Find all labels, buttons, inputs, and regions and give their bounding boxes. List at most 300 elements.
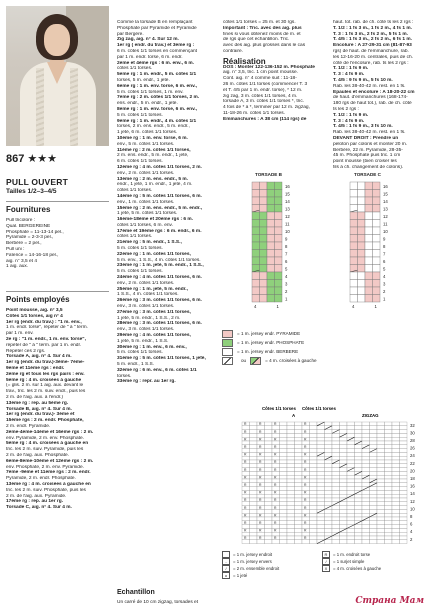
text-line: Torsade B, aig. n° 4. Sur 4 m. xyxy=(6,406,72,412)
chart-cell xyxy=(400,490,408,494)
text-line: Important : Tric. avec des aig. plus xyxy=(223,25,302,31)
row-label: 8 xyxy=(410,514,413,519)
chart-cell xyxy=(347,475,355,479)
chart-cell xyxy=(325,475,333,479)
chart-cell xyxy=(310,475,318,479)
chart-cell xyxy=(340,441,348,445)
chart-cell xyxy=(332,540,340,544)
text-line: 2e rg : "1 m. endr., 1 m. env. torse", xyxy=(6,336,86,342)
text-line: aig. n° 3,5 et 4 xyxy=(6,258,37,264)
chart-cell xyxy=(355,483,363,487)
chart-cell xyxy=(377,528,385,532)
chart-cell xyxy=(295,430,303,434)
text-line: Côtes 1/1 torses, aig n° 4 xyxy=(6,313,63,319)
chart-cell xyxy=(400,483,408,487)
legend-row xyxy=(222,565,427,572)
chart-cell xyxy=(385,441,393,445)
chart-cell xyxy=(340,437,348,441)
chart-cell xyxy=(295,468,303,472)
chart-cell xyxy=(295,509,303,513)
model-photo xyxy=(6,6,109,146)
chart-cell xyxy=(280,433,288,437)
chart-cell xyxy=(358,295,366,303)
chart-cell xyxy=(370,528,378,532)
text-line: Berbère = 2 pel., xyxy=(6,241,42,247)
chart-cell xyxy=(400,437,408,441)
chart-cell xyxy=(362,468,370,472)
text-line: 28ème rg : 3 m. côtes 1/1 torses, 6 m. xyxy=(117,321,202,327)
chart-cell xyxy=(355,449,363,453)
text-line: aig. n° 3,5, tric. 1 cm point mousse. xyxy=(223,70,298,76)
chart-cell xyxy=(400,422,408,426)
chart-cell xyxy=(385,468,393,472)
chart-cell xyxy=(275,212,283,220)
chart-cell xyxy=(373,235,381,243)
chart-cell xyxy=(275,205,283,213)
chart-cell xyxy=(325,532,333,536)
chart-cell xyxy=(370,426,378,430)
chart-cell xyxy=(347,502,355,506)
chart-cell xyxy=(400,509,408,513)
chart-cell xyxy=(295,452,303,456)
chart-cell xyxy=(377,513,385,517)
row-label: 2 xyxy=(383,289,386,294)
stitch-symbol: R xyxy=(274,467,277,472)
chart-cell xyxy=(265,468,273,472)
stitch-symbol: R xyxy=(244,521,247,525)
chart-cell xyxy=(250,490,258,494)
chart-cell xyxy=(340,460,348,464)
stitch-symbol: R xyxy=(259,521,262,525)
row-label: 28 xyxy=(410,438,415,443)
chart-cell xyxy=(392,468,400,472)
torsade-c-title: TORSADE C xyxy=(354,172,381,177)
chart-cell xyxy=(362,433,370,437)
text-line: 1 jeté, 5 m. endr., 1 S.S., 2 m. xyxy=(117,315,181,321)
text-line: 27ème rg : 3 m. côtes 1/1 torses, xyxy=(117,309,191,315)
chart-cell xyxy=(358,265,366,273)
chart-cell xyxy=(365,182,373,190)
chart-cell xyxy=(287,521,295,525)
chart-cell xyxy=(400,460,408,464)
chart-cell xyxy=(347,513,355,517)
chart-cell xyxy=(287,494,295,498)
text-line: 9ème et 11ème rgs : endr. xyxy=(6,365,65,371)
chart-cell xyxy=(340,532,348,536)
chart-cell xyxy=(275,265,283,273)
text-line: Phosphate par Pyramide et Pyramide xyxy=(117,25,197,31)
chart-cell xyxy=(340,430,348,434)
text-line: 5ème rg : 4 m. croisées à gauche xyxy=(6,377,82,383)
text-line: 13ème rg : 2 m. ens. endr., 5 m. xyxy=(117,176,188,182)
chart-cell xyxy=(365,265,373,273)
chart-cell xyxy=(252,242,260,250)
text-line: T. 3 : 1 fs 3 m., 2 fs 2 m., 5 fs 1 m. xyxy=(333,31,408,37)
chart-cell xyxy=(275,182,283,190)
row-label: 4 xyxy=(383,274,386,279)
chart-cell xyxy=(392,475,400,479)
text-line: côtes 1/1 torses = 25 m. et 30 rgs. xyxy=(223,20,296,25)
chart-cell xyxy=(295,502,303,506)
chart-cell xyxy=(275,197,283,205)
chart-cell xyxy=(362,498,370,502)
chart-cell xyxy=(295,475,303,479)
chart-cell xyxy=(347,532,355,536)
chart-cell xyxy=(392,471,400,475)
chart-cell xyxy=(250,445,258,449)
chart-cell xyxy=(310,506,318,510)
row-label: 8 xyxy=(285,244,288,249)
chart-cell xyxy=(317,445,325,449)
chart-cell xyxy=(362,426,370,430)
chart-cell xyxy=(317,525,325,529)
text-line: 5ème rg : 1 m. endr., 5 m. côtes 1/1 xyxy=(117,72,197,78)
chart-cell xyxy=(392,498,400,502)
chart-cell xyxy=(400,433,408,437)
chart-cell xyxy=(350,287,358,295)
chart-cell xyxy=(347,483,355,487)
chart-cell xyxy=(325,502,333,506)
chart-cell xyxy=(392,494,400,498)
text-line: 11-18-26 m. côtes 1/1 torses. xyxy=(223,110,286,116)
chart-cell xyxy=(265,532,273,536)
chart-cell xyxy=(265,483,273,487)
text-line: 5ème rg : 4 m. croisées à gauche en xyxy=(6,441,89,447)
chart-cell xyxy=(265,528,273,532)
legend-item xyxy=(222,347,332,356)
chart-cell xyxy=(365,227,373,235)
chart-cell xyxy=(362,471,370,475)
chart-cell xyxy=(280,506,288,510)
chart-cell xyxy=(287,426,295,430)
stitch-symbol-icon: o xyxy=(222,572,230,579)
chart-cell xyxy=(362,452,370,456)
chart-cell xyxy=(280,456,288,460)
stitch-symbol: R xyxy=(259,536,262,541)
chart-cell xyxy=(250,422,258,426)
points-text xyxy=(6,308,109,511)
chart-cell xyxy=(362,464,370,468)
text-line: 22ème rg : 1 m. côtes 1/1 torses, xyxy=(117,251,191,257)
chart-cell xyxy=(365,212,373,220)
chart-cell xyxy=(392,430,400,434)
chart-cell xyxy=(250,513,258,517)
chart-cell xyxy=(267,265,275,273)
chart-cell xyxy=(385,506,393,510)
chart-cell xyxy=(275,257,283,265)
text-line: de haut. d'emmanchures (168-174- xyxy=(333,95,408,101)
chart-cell xyxy=(332,449,340,453)
chart-cell xyxy=(355,536,363,540)
row-label: 12 xyxy=(285,214,290,219)
chart-cell xyxy=(355,487,363,491)
stitch-symbol: R xyxy=(274,490,277,495)
chart-cell xyxy=(280,479,288,483)
legend-row xyxy=(222,572,427,579)
chart-cell xyxy=(265,464,273,468)
text-line: Berbère, 22 m. Pyramide, 28-35- xyxy=(333,147,403,153)
chart-cell xyxy=(362,521,370,525)
instructions-column-2 xyxy=(117,20,219,385)
legend-item xyxy=(322,551,422,558)
row-label: 30 xyxy=(410,430,415,436)
stitch-symbol: R xyxy=(244,475,247,480)
chart-cell xyxy=(385,445,393,449)
text-line: par 1 m. env. xyxy=(6,331,34,337)
chart-cell xyxy=(385,460,393,464)
chart-cell xyxy=(392,422,400,426)
chart-cell xyxy=(400,536,408,540)
chart-cell xyxy=(265,479,273,483)
chart-cell xyxy=(400,430,408,434)
chart-cell xyxy=(260,197,268,205)
text-line: (= glis. 2 m. sur 1 aig. aux. devant le xyxy=(6,383,84,389)
chart-cell xyxy=(332,426,340,430)
row-label: 2 xyxy=(285,289,288,294)
chart-cell xyxy=(355,479,363,483)
chart-cell xyxy=(325,498,333,502)
chart-cell xyxy=(325,513,333,517)
chart-cell xyxy=(252,280,260,288)
chart-cell xyxy=(280,517,288,521)
chart-cell xyxy=(317,456,325,460)
chart-cell xyxy=(280,441,288,445)
chart-cell xyxy=(385,494,393,498)
chart-cell xyxy=(275,280,283,288)
text-line: ens. endr., 5 m. endr., 1 jeté. xyxy=(117,101,178,107)
chart-cell xyxy=(310,437,318,441)
stitch-symbol: R xyxy=(244,460,247,465)
chart-cell xyxy=(373,287,381,295)
stitch-symbol: R xyxy=(274,452,277,457)
chart-cell xyxy=(392,490,400,494)
text-line: Rab. les 38-40-42 m. rest. en 1 fs. xyxy=(333,130,406,136)
chart-cell xyxy=(340,452,348,456)
chart-cell xyxy=(267,227,275,235)
stitch-symbol: R xyxy=(244,445,247,449)
chart-cell xyxy=(385,437,393,441)
chart-cell xyxy=(365,287,373,295)
chart-cell xyxy=(370,456,378,460)
stitch-symbol: R xyxy=(304,521,307,525)
chart-cell xyxy=(385,528,393,532)
chart-cell xyxy=(265,475,273,479)
chart-cell xyxy=(350,250,358,258)
chart-cell xyxy=(317,483,325,487)
text-line: Torsade A, aig. n° 4. Sur 4 m. xyxy=(6,354,72,360)
text-line: DOS : Monter 122-136-152 m. Phosphate xyxy=(223,64,315,70)
row-label: 6 xyxy=(285,259,288,264)
pattern-sizes: Tailles 1/2–3–4/5 xyxy=(6,188,57,195)
col-label: 4 xyxy=(352,304,355,309)
row-label: 16 xyxy=(410,483,415,489)
chart-cell xyxy=(265,430,273,434)
chart-cell xyxy=(340,487,348,491)
chart-cell xyxy=(295,494,303,498)
chart-cell xyxy=(373,257,381,265)
chart-cell xyxy=(392,433,400,437)
text-line: env., 1 m. côtes 1/1 torses. xyxy=(117,199,175,205)
chart-cell xyxy=(358,220,366,228)
legend-item xyxy=(222,329,332,338)
chart-cell xyxy=(365,250,373,258)
chart-cell xyxy=(287,498,295,502)
chart-cell xyxy=(373,220,381,228)
chart-cell xyxy=(325,460,333,464)
text-line: par Bergère. xyxy=(117,31,144,37)
stitch-symbol: R xyxy=(244,483,247,487)
chart-cell xyxy=(350,272,358,280)
chart-cell xyxy=(370,471,378,475)
chart-cell xyxy=(340,513,348,517)
chart-cell xyxy=(400,487,408,491)
chart-cell xyxy=(310,422,318,426)
stitch-symbol: R xyxy=(274,521,277,525)
stitch-symbol: R xyxy=(304,528,307,533)
chart-cell xyxy=(287,502,295,506)
text-line: côtes 1/1 torses. xyxy=(117,234,153,240)
chart-cell xyxy=(392,449,400,453)
chart-cell xyxy=(370,509,378,513)
text-line: côtes 1/1 torses. xyxy=(117,188,153,194)
legend-label: = 1 m. jersey endroit xyxy=(233,552,273,557)
chart-cell xyxy=(250,468,258,472)
text-line: Pyramide = 2-3-3 pel., xyxy=(6,235,54,241)
chart-cell xyxy=(287,441,295,445)
chart-cell xyxy=(377,536,385,540)
chart-cell xyxy=(340,517,348,521)
chart-cell xyxy=(377,517,385,521)
chart-cell xyxy=(340,475,348,479)
chart-cell xyxy=(317,441,325,445)
stitch-symbol: R xyxy=(304,513,307,518)
stitch-symbol: R xyxy=(304,490,307,495)
text-line: Pull uni : xyxy=(6,246,25,252)
legend-label: = 1 m. endroit torse xyxy=(333,552,371,557)
stitch-symbol: R xyxy=(274,460,277,465)
row-label: 32 xyxy=(410,422,415,428)
stitch-symbol: R xyxy=(244,467,247,472)
row-label: 10 xyxy=(383,229,388,234)
chart-cell xyxy=(267,190,275,198)
chart-cell xyxy=(347,426,355,430)
chart-cell xyxy=(370,536,378,540)
text-line: torses. xyxy=(117,373,132,379)
chart-cell xyxy=(355,452,363,456)
text-line: et T. 4/5 par 1 m. endr. torse), * 12 m. xyxy=(223,87,303,93)
chart-cell xyxy=(355,460,363,464)
chart-cell xyxy=(355,532,363,536)
stitch-symbol: R xyxy=(259,490,262,495)
chart-cell xyxy=(250,479,258,483)
chart-cell xyxy=(377,452,385,456)
torsade-b-title: TORSADE B xyxy=(255,172,282,177)
text-line: 1er rg (endr. du trav.)- 3ème et xyxy=(6,412,75,418)
chart-cell xyxy=(385,483,393,487)
text-line: env., 5 m. côtes 1/1 torses. xyxy=(117,141,175,147)
stitch-symbol: R xyxy=(274,483,277,487)
chart-cell xyxy=(392,437,400,441)
zigzag-legend xyxy=(222,551,427,579)
chart-cell xyxy=(358,227,366,235)
chart-cell xyxy=(265,506,273,510)
text-line: 15ème rg : 2 m. ens. endr., 5 m. endr., xyxy=(117,205,203,211)
text-line: 8ème rg : 1 m. env. torse, 6 m. env., xyxy=(117,106,198,112)
stitch-symbol: R xyxy=(274,536,277,541)
legend-label: = 4 m. croisées à gauche xyxy=(265,358,317,363)
chart-cell xyxy=(317,471,325,475)
chart-cell xyxy=(385,490,393,494)
chart-cell xyxy=(400,525,408,529)
chart-cell xyxy=(265,422,273,426)
row-label: 4 xyxy=(285,274,288,279)
row-label: 4 xyxy=(410,529,413,535)
chart-cell xyxy=(287,452,295,456)
chart-cell xyxy=(347,517,355,521)
stitch-symbol-icon: / xyxy=(322,558,330,565)
chart-cell xyxy=(377,468,385,472)
chart-cell xyxy=(310,468,318,472)
chart-cell xyxy=(355,517,363,521)
chart-cell xyxy=(295,506,303,510)
instructions-column-3 xyxy=(223,20,324,123)
chart-cell xyxy=(332,468,340,472)
legend-label: = 1 m. jersey endr. BERBERE xyxy=(237,349,299,354)
chart-cell xyxy=(370,487,378,491)
chart-cell xyxy=(317,490,325,494)
chart-cell xyxy=(295,445,303,449)
chart-cell xyxy=(377,456,385,460)
text-line: fils à ch. changement de coloris). xyxy=(333,164,404,170)
text-line: ts les 2 rgs : xyxy=(333,106,359,112)
row-label: 16 xyxy=(285,184,290,189)
chart-cell xyxy=(310,498,318,502)
chart-cell xyxy=(347,441,355,445)
chart-cell xyxy=(265,540,273,544)
chart-cell xyxy=(377,506,385,510)
chart-cell xyxy=(332,494,340,498)
text-line: tric. les 2 m. suiv. Pyramide, puis les xyxy=(6,447,84,453)
chart-cell xyxy=(377,422,385,426)
chart-cell xyxy=(310,490,318,494)
row-label: 22 xyxy=(410,460,415,466)
chart-cell xyxy=(310,449,318,453)
chart-cell xyxy=(287,475,295,479)
chart-cell xyxy=(385,487,393,491)
stitch-symbol: R xyxy=(274,422,277,427)
torsade-legend xyxy=(222,329,332,365)
chart-cell xyxy=(370,433,378,437)
chart-cell xyxy=(332,441,340,445)
text-line: 2 m. de l'aig. aux. à l'endr.) xyxy=(6,394,64,400)
legend-swatch xyxy=(222,348,233,356)
legend-item xyxy=(322,565,422,572)
text-line: 17ème et 19ème rgs : 6 m. endr., 6 m. xyxy=(117,228,202,234)
chart-cell xyxy=(355,494,363,498)
legend-item xyxy=(222,356,332,365)
stitch-symbol: R xyxy=(304,437,307,442)
chart-cell xyxy=(295,540,303,544)
chart-cell xyxy=(250,441,258,445)
chart-cell xyxy=(260,287,268,295)
row-label: 14 xyxy=(383,199,388,204)
chart-cell xyxy=(400,464,408,468)
text-line: Zig zag, aig. n° 4. Sur 12 m. xyxy=(117,37,179,43)
pattern-title: PULL OUVERT xyxy=(6,177,69,187)
chart-cell xyxy=(250,437,258,441)
chart-cell xyxy=(365,220,373,228)
chart-cell xyxy=(267,242,275,250)
